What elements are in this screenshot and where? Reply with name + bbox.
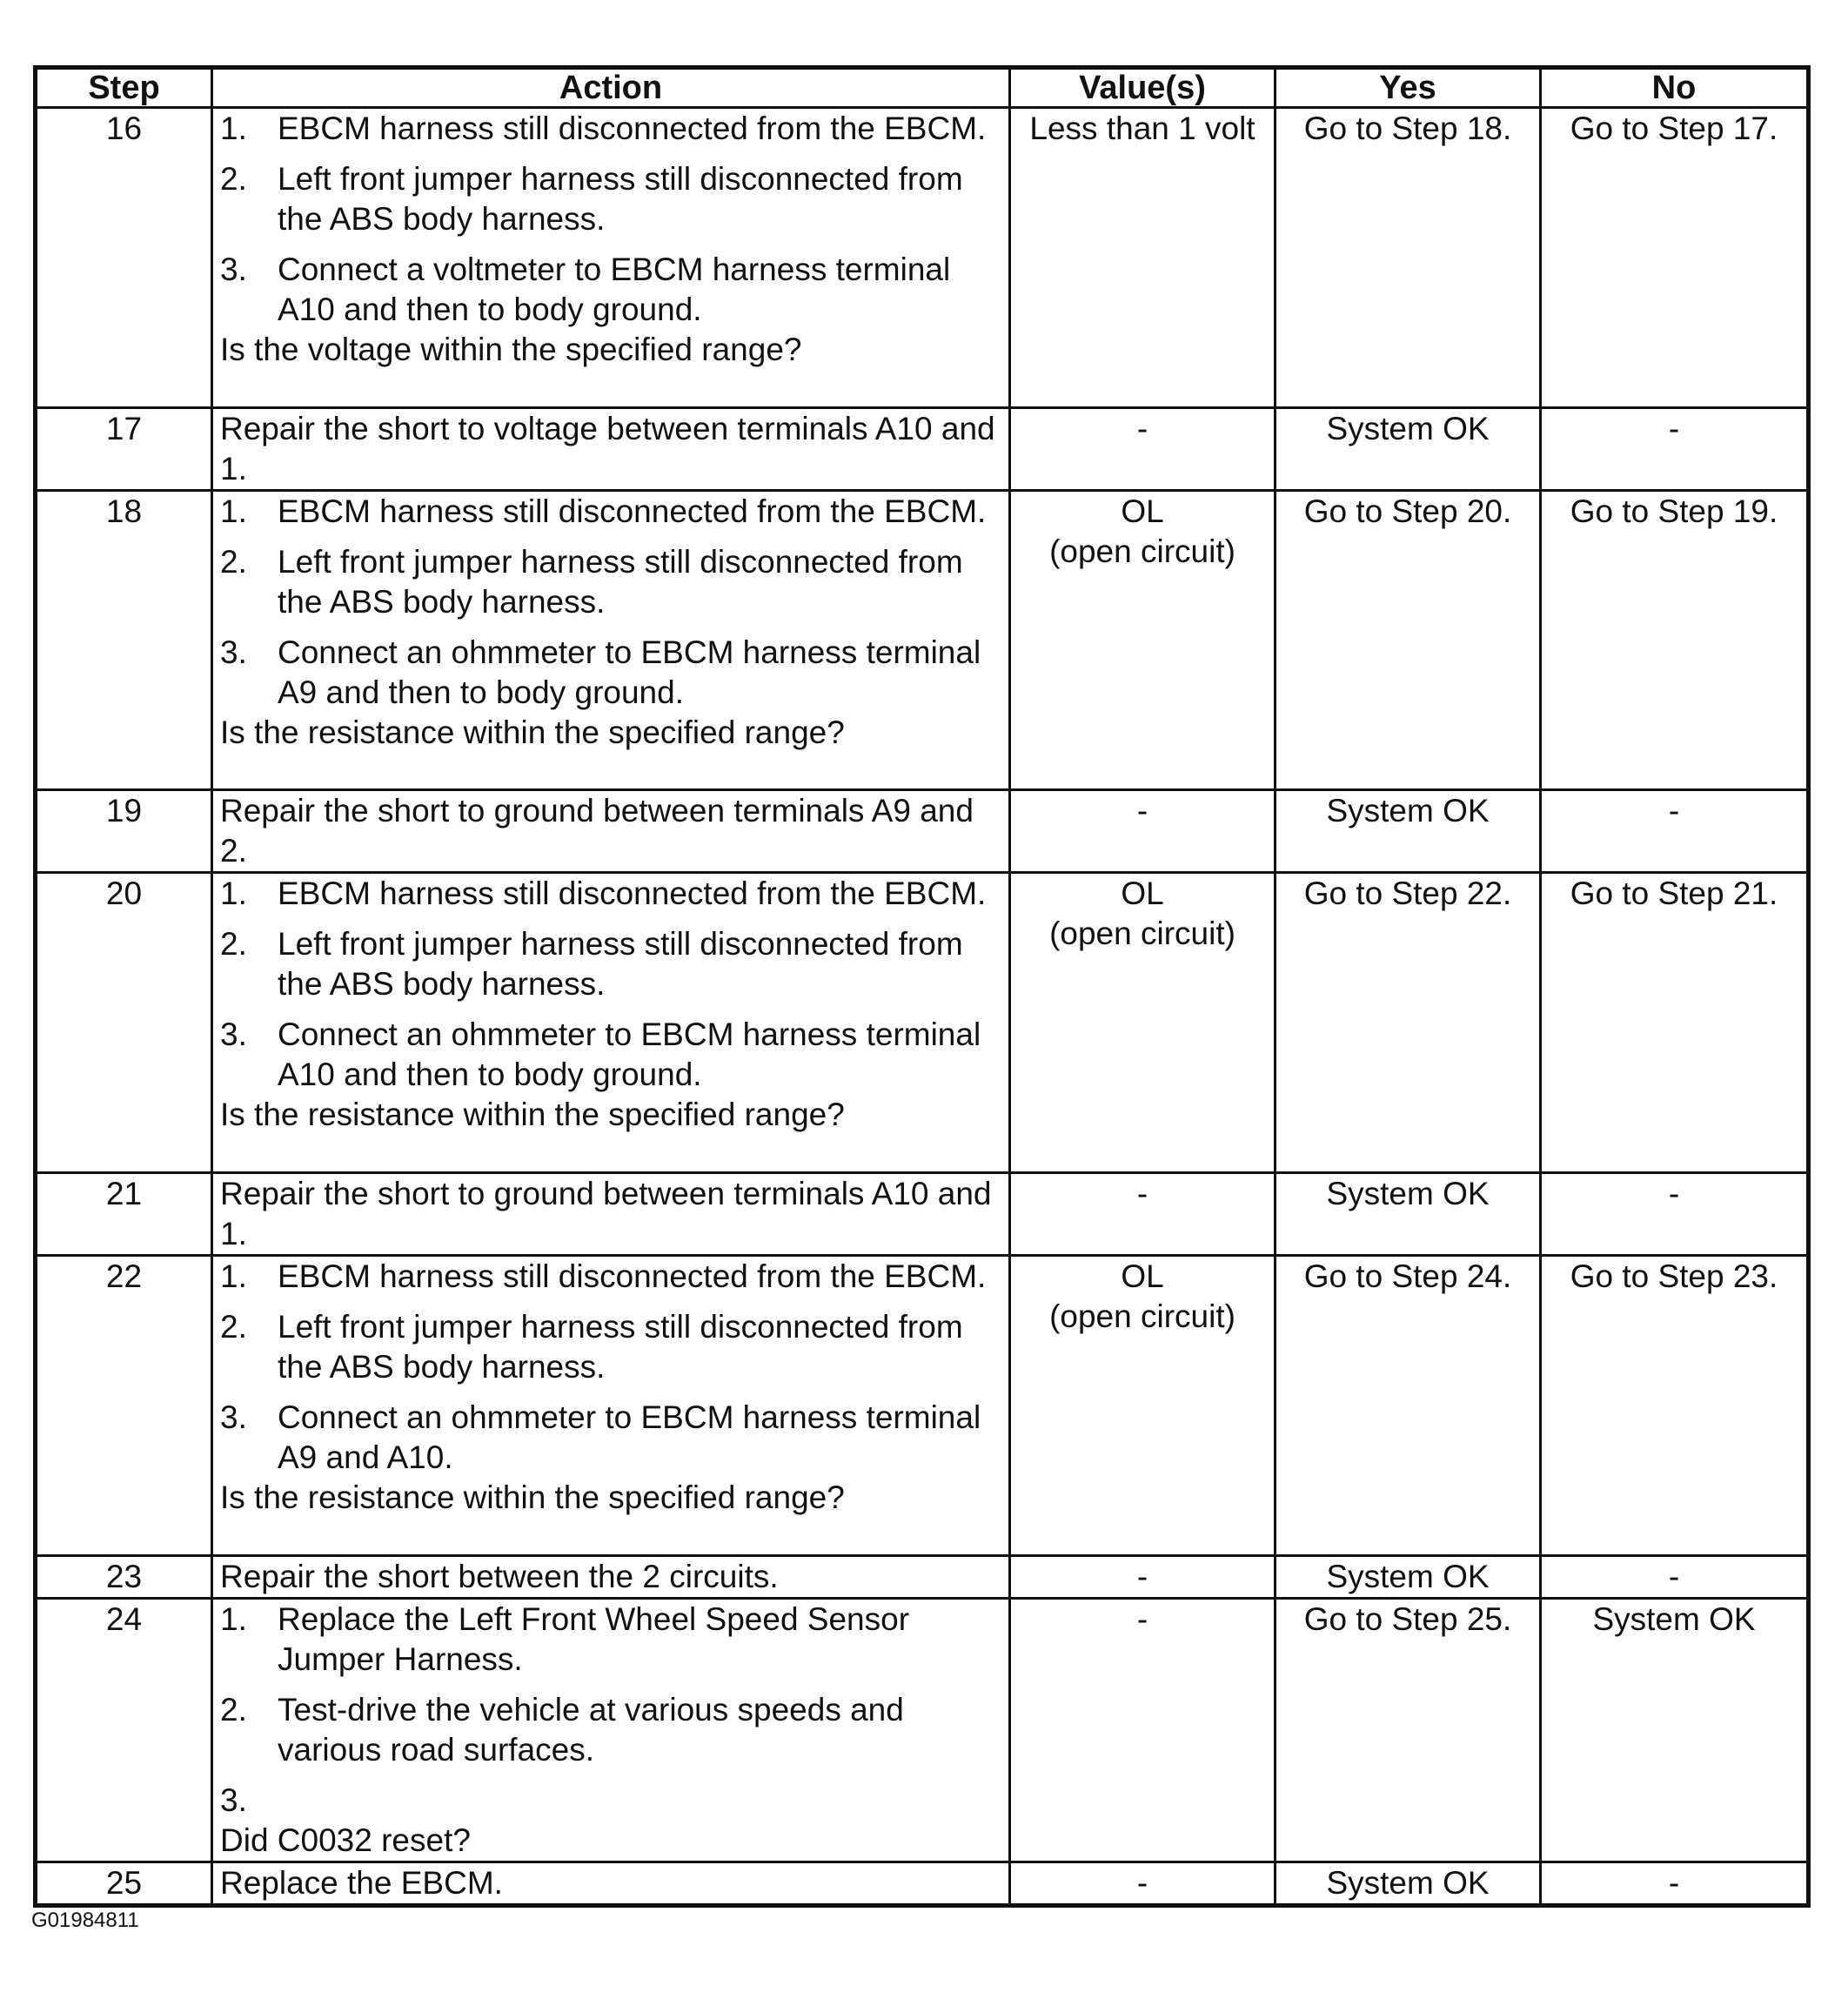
value-cell: [1010, 108, 1276, 408]
no-cell: Go to Step 17.: [1541, 108, 1809, 408]
action-step-text: Connect an ohmmeter to EBCM harness terminal A10 and then to body ground.: [278, 1016, 981, 1092]
value-text: -: [1136, 793, 1148, 829]
value-text: OL: [1121, 1258, 1164, 1294]
action-steps-list: [220, 1600, 1001, 1821]
step-number: 18: [36, 491, 212, 790]
yes-cell: Go to Step 20.: [1276, 491, 1541, 790]
action-step-text: Left front jumper harness still disconnected from the ABS body harness.: [278, 544, 963, 620]
action-step-number: 1.: [220, 111, 247, 146]
table-row: [36, 108, 1809, 408]
action-step-item: [220, 633, 1001, 713]
action-step-number: 1.: [220, 493, 247, 529]
value-cell: [1010, 1862, 1276, 1906]
action-cell: [212, 1556, 1010, 1599]
yes-cell: System OK: [1276, 1173, 1541, 1256]
action-step-item: [220, 1398, 1001, 1478]
action-step-item: [220, 1257, 1001, 1297]
value-subtext: (open circuit): [1049, 533, 1235, 569]
action-step-number: 2.: [220, 161, 247, 197]
action-step-text: Test-drive the vehicle at various speeds and various road surfaces.: [278, 1692, 904, 1768]
action-cell: [212, 491, 1010, 790]
action-cell: [212, 1599, 1010, 1862]
action-step-number: 2.: [220, 1309, 247, 1345]
action-text: Replace the EBCM.: [220, 1865, 503, 1901]
yes-cell: Go to Step 22.: [1276, 873, 1541, 1173]
action-step-number: 3.: [220, 634, 247, 670]
value-cell: [1010, 1173, 1276, 1256]
step-number: 16: [36, 108, 212, 408]
action-step-number: 3.: [220, 252, 247, 287]
action-cell: [212, 790, 1010, 873]
table-row: [36, 790, 1809, 873]
action-cell: [212, 873, 1010, 1173]
action-step-number: 2.: [220, 926, 247, 962]
action-steps-list: [220, 492, 1001, 713]
action-step-item: [220, 1307, 1001, 1387]
no-cell: Go to Step 19.: [1541, 491, 1809, 790]
no-cell: System OK: [1541, 1599, 1809, 1862]
action-step-text: Connect an ohmmeter to EBCM harness terminal A9 and then to body ground.: [278, 634, 981, 710]
action-step-text: Replace the Left Front Wheel Speed Sensor Jumper Harness.: [278, 1601, 910, 1677]
action-step-text: EBCM harness still disconnected from the EBCM.: [278, 111, 987, 146]
value-cell: [1010, 1256, 1276, 1556]
action-cell: [212, 1862, 1010, 1906]
action-cell: [212, 1256, 1010, 1556]
action-step-item: [220, 874, 1001, 914]
action-text: Repair the short to ground between terminals A9 and 2.: [220, 793, 974, 869]
table-row: [36, 1862, 1809, 1906]
action-step-number: 1.: [220, 876, 247, 911]
header-row: [36, 68, 1809, 108]
table-row: [36, 1556, 1809, 1599]
action-step-item: [220, 542, 1001, 622]
action-step-item: [220, 159, 1001, 239]
no-cell: -: [1541, 1862, 1809, 1906]
action-steps-list: [220, 1257, 1001, 1478]
yes-cell: System OK: [1276, 1862, 1541, 1906]
action-step-item: [220, 492, 1001, 532]
yes-cell: Go to Step 25.: [1276, 1599, 1541, 1862]
action-text: Repair the short between the 2 circuits.: [220, 1559, 779, 1594]
value-subtext: (open circuit): [1049, 916, 1235, 951]
value-cell: [1010, 491, 1276, 790]
value-text: -: [1136, 411, 1148, 446]
no-cell: -: [1541, 1173, 1809, 1256]
action-step-text: Left front jumper harness still disconnected from the ABS body harness.: [278, 1309, 963, 1385]
action-step-number: 1.: [220, 1258, 247, 1294]
action-cell: [212, 1173, 1010, 1256]
value-text: OL: [1121, 876, 1164, 911]
action-step-number: 3.: [220, 1782, 247, 1818]
value-cell: [1010, 1556, 1276, 1599]
step-number: 25: [36, 1862, 212, 1906]
yes-cell: Go to Step 18.: [1276, 108, 1541, 408]
action-step-number: 2.: [220, 544, 247, 580]
header-no: No: [1541, 68, 1809, 108]
action-step-text: Left front jumper harness still disconnected from the ABS body harness.: [278, 161, 963, 237]
action-step-text: Connect an ohmmeter to EBCM harness terminal A9 and A10.: [278, 1399, 981, 1475]
action-step-item: [220, 1781, 1001, 1821]
no-cell: -: [1541, 408, 1809, 491]
yes-cell: System OK: [1276, 408, 1541, 491]
action-step-item: [220, 250, 1001, 330]
action-step-item: [220, 924, 1001, 1004]
step-number: 17: [36, 408, 212, 491]
table-row: [36, 408, 1809, 491]
value-text: Less than 1 volt: [1029, 111, 1255, 146]
no-cell: -: [1541, 1556, 1809, 1599]
figure-id: G01984811: [31, 1909, 139, 1932]
action-step-text: Left front jumper harness still disconnected from the ABS body harness.: [278, 926, 963, 1002]
value-cell: [1010, 873, 1276, 1173]
step-number: 21: [36, 1173, 212, 1256]
action-question: Did C0032 reset?: [220, 1822, 471, 1858]
yes-cell: System OK: [1276, 1556, 1541, 1599]
header-values: Value(s): [1010, 68, 1276, 108]
action-cell: [212, 108, 1010, 408]
action-step-item: [220, 109, 1001, 149]
value-text: OL: [1121, 493, 1164, 529]
value-cell: [1010, 1599, 1276, 1862]
value-text: -: [1136, 1559, 1148, 1594]
action-step-text: Connect a voltmeter to EBCM harness terminal A10 and then to body ground.: [278, 252, 951, 327]
action-step-text: EBCM harness still disconnected from the EBCM.: [278, 876, 987, 911]
action-step-text: [278, 1782, 286, 1818]
action-step-number: 1.: [220, 1601, 247, 1637]
table-row: [36, 491, 1809, 790]
action-text: Repair the short to ground between terminals A10 and 1.: [220, 1176, 992, 1251]
action-cell: [212, 408, 1010, 491]
action-text: Repair the short to voltage between terminals A10 and 1.: [220, 411, 995, 486]
table-row: [36, 873, 1809, 1173]
action-step-number: 3.: [220, 1016, 247, 1052]
action-step-item: [220, 1690, 1001, 1770]
step-number: 19: [36, 790, 212, 873]
header-yes: Yes: [1276, 68, 1541, 108]
header-action: Action: [212, 68, 1010, 108]
step-number: 23: [36, 1556, 212, 1599]
action-steps-list: [220, 109, 1001, 330]
table-row: [36, 1599, 1809, 1862]
value-text: -: [1136, 1865, 1148, 1901]
yes-cell: System OK: [1276, 790, 1541, 873]
yes-cell: Go to Step 24.: [1276, 1256, 1541, 1556]
no-cell: Go to Step 23.: [1541, 1256, 1809, 1556]
action-step-text: EBCM harness still disconnected from the EBCM.: [278, 1258, 987, 1294]
action-step-number: 2.: [220, 1692, 247, 1728]
no-cell: -: [1541, 790, 1809, 873]
value-text: -: [1136, 1601, 1148, 1637]
header-step: Step: [36, 68, 212, 108]
value-cell: [1010, 408, 1276, 491]
table-row: [36, 1173, 1809, 1256]
action-step-item: [220, 1015, 1001, 1095]
value-cell: [1010, 790, 1276, 873]
step-number: 20: [36, 873, 212, 1173]
value-subtext: (open circuit): [1049, 1298, 1235, 1334]
table-row: [36, 1256, 1809, 1556]
value-text: -: [1136, 1176, 1148, 1211]
action-step-text: EBCM harness still disconnected from the EBCM.: [278, 493, 987, 529]
step-number: 22: [36, 1256, 212, 1556]
action-question: Is the voltage within the specified range?: [220, 332, 802, 367]
action-question: Is the resistance within the specified range?: [220, 715, 845, 750]
action-steps-list: [220, 874, 1001, 1095]
action-question: Is the resistance within the specified range?: [220, 1097, 845, 1132]
table-body: [36, 108, 1809, 1906]
diagnostic-table: [33, 65, 1811, 1908]
no-cell: Go to Step 21.: [1541, 873, 1809, 1173]
action-step-number: 3.: [220, 1399, 247, 1435]
action-step-item: [220, 1600, 1001, 1680]
step-number: 24: [36, 1599, 212, 1862]
action-question: Is the resistance within the specified range?: [220, 1479, 845, 1515]
